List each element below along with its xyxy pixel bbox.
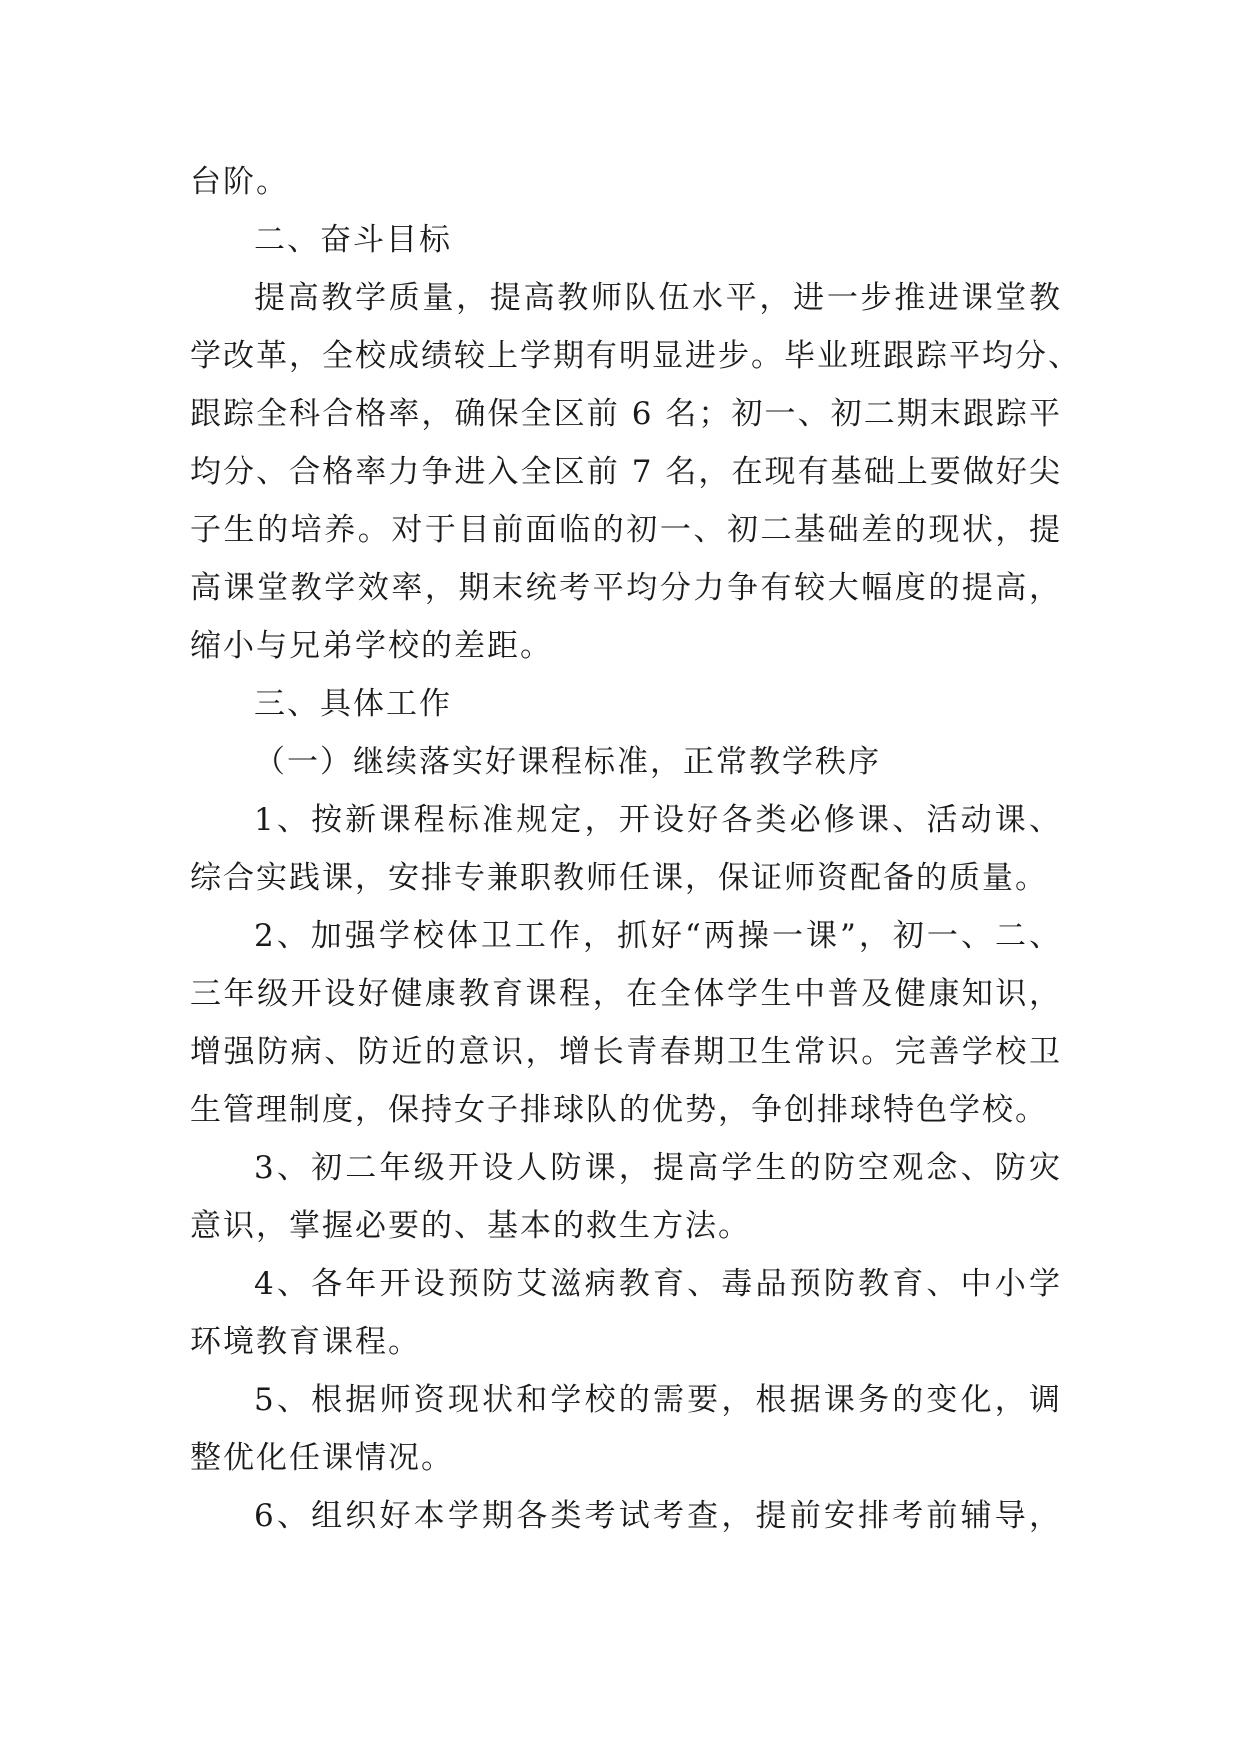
text-line: 3、初二年级开设人防课，提高学生的防空观念、防灾	[254, 1150, 1062, 1186]
subsection-heading: （一）继续落实好课程标准，正常教学秩序	[254, 744, 881, 780]
text-line: 整优化任课情况。	[190, 1440, 454, 1476]
text-line: 台阶。	[190, 164, 289, 200]
text-line: 提高教学质量，提高教师队伍水平，进一步推进课堂教	[254, 280, 1062, 316]
text-line: 子生的培养。对于目前面临的初一、初二基础差的现状，提	[190, 512, 1062, 548]
text-line: 三年级开设好健康教育课程，在全体学生中普及健康知识，	[190, 976, 1062, 1012]
section-heading-goals: 二、奋斗目标	[254, 222, 452, 258]
text-line: 高课堂教学效率，期末统考平均分力争有较大幅度的提高，	[190, 570, 1062, 606]
text-line: 缩小与兄弟学校的差距。	[190, 628, 553, 664]
text-line: 综合实践课，安排专兼职教师任课，保证师资配备的质量。	[190, 860, 1048, 896]
document-body	[190, 153, 1081, 1545]
text-line: 意识，掌握必要的、基本的救生方法。	[190, 1208, 751, 1244]
text-line: 5、根据师资现状和学校的需要，根据课务的变化，调	[254, 1382, 1062, 1418]
text-line: 6、组织好本学期各类考试考查，提前安排考前辅导，	[254, 1498, 1062, 1534]
text-line: 2、加强学校体卫工作，抓好“两操一课”，初一、二、	[254, 918, 1062, 954]
text-line: 学改革，全校成绩较上学期有明显进步。毕业班跟踪平均分、	[190, 338, 1081, 374]
text-line: 环境教育课程。	[190, 1324, 421, 1360]
text-line: 均分、合格率力争进入全区前 7 名，在现有基础上要做好尖	[190, 454, 1062, 490]
text-line: 生管理制度，保持女子排球队的优势，争创排球特色学校。	[190, 1092, 1048, 1128]
text-line: 增强防病、防近的意识，增长青春期卫生常识。完善学校卫	[190, 1034, 1062, 1070]
text-line: 4、各年开设预防艾滋病教育、毒品预防教育、中小学	[254, 1266, 1062, 1302]
text-line: 跟踪全科合格率，确保全区前 6 名；初一、初二期末跟踪平	[190, 396, 1062, 432]
text-line: 1、按新课程标准规定，开设好各类必修课、活动课、	[254, 802, 1062, 838]
section-heading-work: 三、具体工作	[254, 686, 452, 722]
